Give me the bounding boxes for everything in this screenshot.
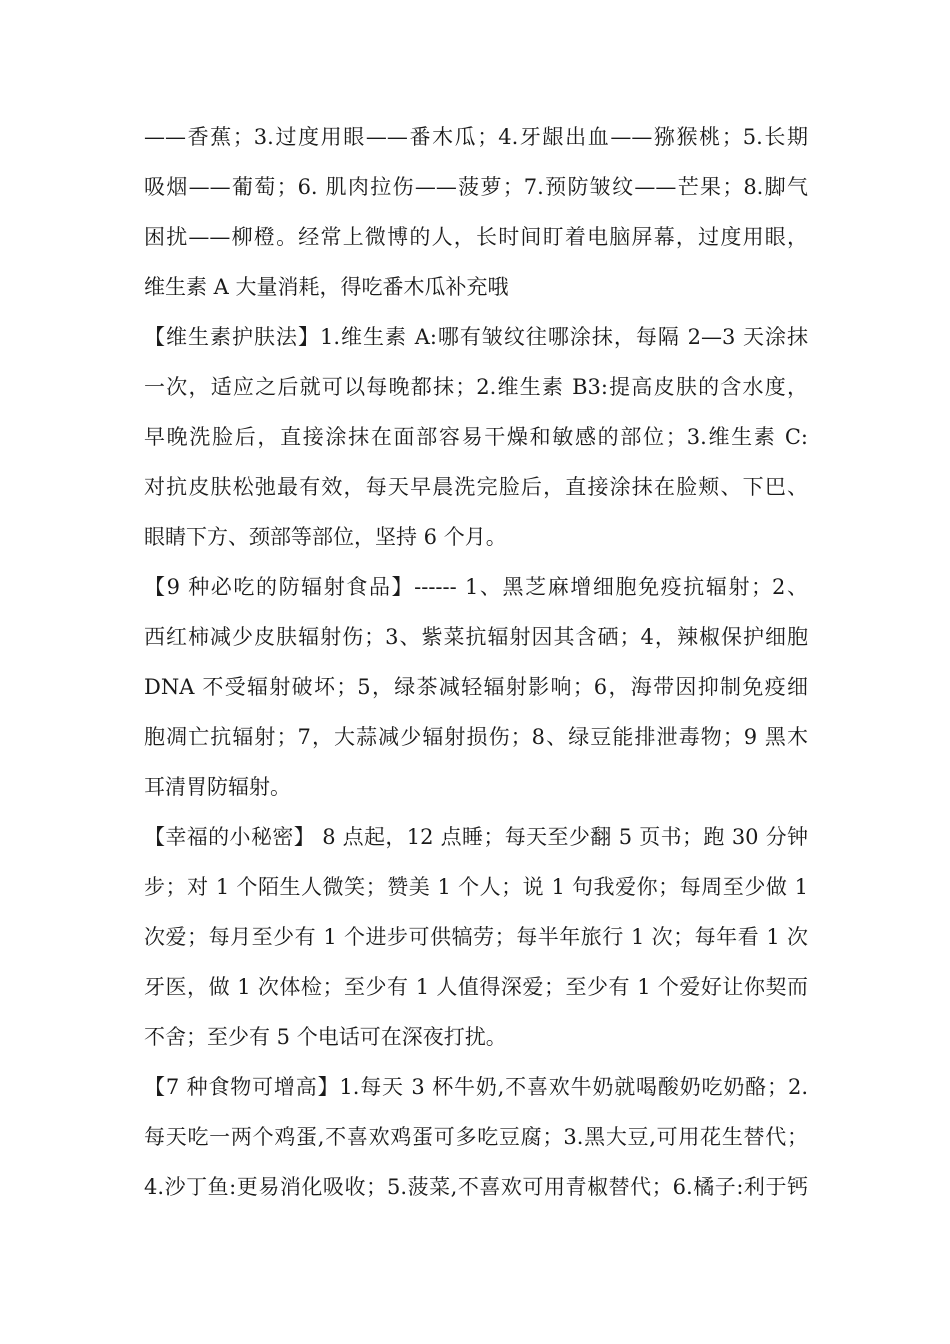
text-line: 耳清胃防辐射。 (144, 775, 291, 799)
text-line: 早晚洗脸后，直接涂抹在面部容易干燥和敏感的部位；3.维生素 C: (144, 425, 808, 449)
text-line: 牙医，做 1 次体检；至少有 1 人值得深爱；至少有 1 个爱好让你契而 (144, 975, 808, 999)
paragraph-height-foods (144, 1062, 808, 1212)
text-line: 眼睛下方、颈部等部位，坚持 6 个月。 (144, 525, 507, 549)
text-line: 胞凋亡抗辐射；7，大蒜减少辐射损伤；8、绿豆能排泄毒物；9 黑木 (144, 725, 808, 749)
text-line: 不舍；至少有 5 个电话可在深夜打扰。 (144, 1025, 507, 1049)
text-line: ——香蕉；3.过度用眼——番木瓜；4.牙龈出血——猕猴桃；5.长期 (144, 125, 808, 149)
text-line: 西红柿减少皮肤辐射伤；3、紫菜抗辐射因其含硒；4，辣椒保护细胞 (144, 625, 808, 649)
text-line: 【维生素护肤法】1.维生素 A:哪有皱纹往哪涂抹，每隔 2—3 天涂抹 (144, 325, 808, 349)
document-page (144, 112, 808, 1212)
text-line: 吸烟——葡萄；6. 肌肉拉伤——菠萝；7.预防皱纹——芒果；8.脚气 (144, 175, 808, 199)
text-line: 【9 种必吃的防辐射食品】------ 1、黑芝麻增细胞免疫抗辐射；2、 (144, 575, 808, 599)
text-line: 【幸福的小秘密】 8 点起，12 点睡；每天至少翻 5 页书；跑 30 分钟 (144, 825, 808, 849)
paragraph-anti-radiation-foods (144, 562, 808, 812)
text-line: 4.沙丁鱼:更易消化吸收；5.菠菜,不喜欢可用青椒替代；6.橘子:利于钙 (144, 1175, 808, 1199)
text-line: 每天吃一两个鸡蛋,不喜欢鸡蛋可多吃豆腐；3.黑大豆,可用花生替代； (144, 1125, 808, 1149)
text-line: 困扰——柳橙。经常上微博的人，长时间盯着电脑屏幕，过度用眼， (144, 225, 808, 249)
paragraph-happiness-secrets (144, 812, 808, 1062)
text-line: 步；对 1 个陌生人微笑；赞美 1 个人；说 1 句我爱你；每周至少做 1 (144, 875, 808, 899)
paragraph-vitamin-skincare (144, 312, 808, 562)
text-line: 维生素 A 大量消耗，得吃番木瓜补充哦 (144, 275, 509, 299)
text-line: DNA 不受辐射破坏；5，绿茶减轻辐射影响；6，海带因抑制免疫细 (144, 675, 808, 699)
text-line: 一次，适应之后就可以每晚都抹；2.维生素 B3:提高皮肤的含水度， (144, 375, 808, 399)
paragraph-fruit-remedies (144, 112, 808, 312)
text-line: 次爱；每月至少有 1 个进步可供犒劳；每半年旅行 1 次；每年看 1 次 (144, 925, 808, 949)
text-line: 【7 种食物可增高】1.每天 3 杯牛奶,不喜欢牛奶就喝酸奶吃奶酪；2. (144, 1075, 808, 1099)
text-line: 对抗皮肤松弛最有效，每天早晨洗完脸后，直接涂抹在脸颊、下巴、 (144, 475, 808, 499)
